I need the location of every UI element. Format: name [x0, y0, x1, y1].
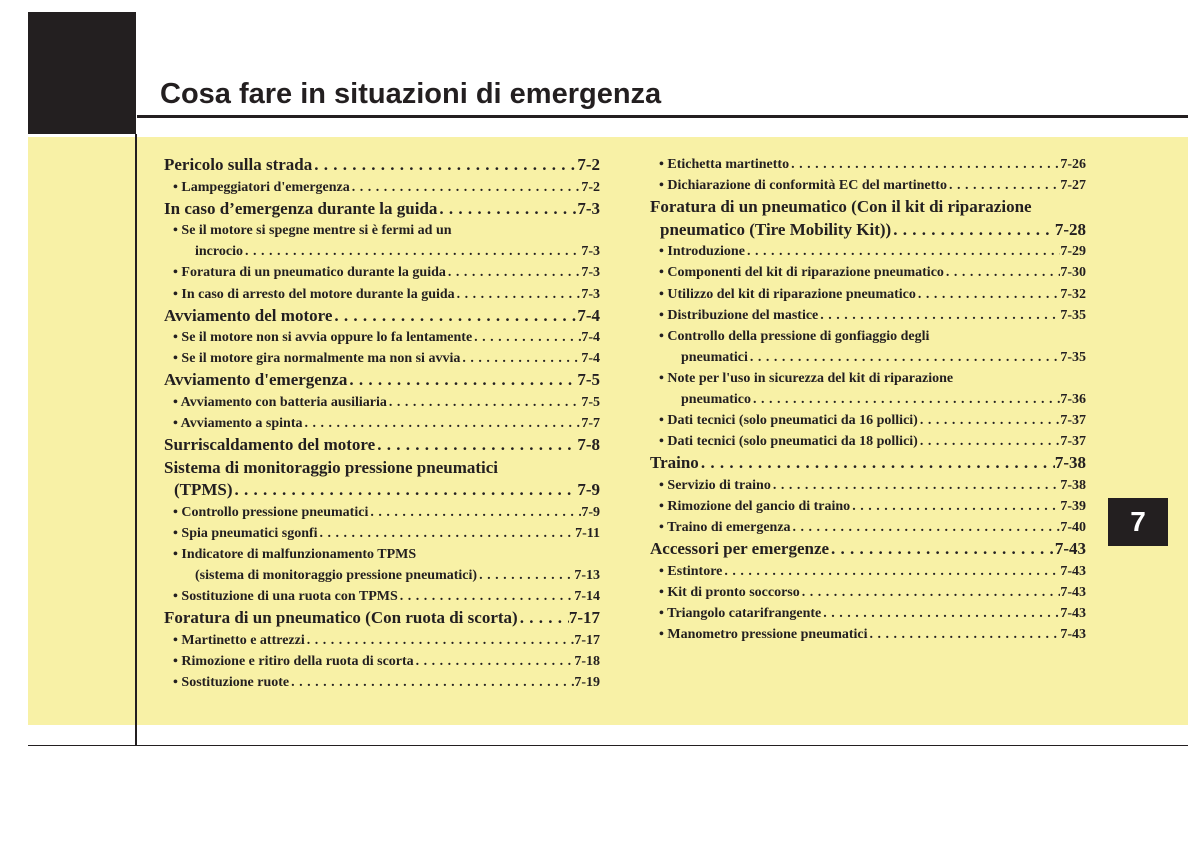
toc-subsection-entry[interactable]: [164, 672, 600, 693]
footer-rule: [28, 745, 1188, 746]
dot-leader: [748, 347, 1060, 368]
toc-page-number: 7-37: [1060, 413, 1086, 429]
toc-entry-title: • Dati tecnici (solo pneumatici da 18 pollici): [659, 434, 918, 450]
toc-page-number: 7-3: [581, 265, 600, 281]
toc-subsection-entry[interactable]: [164, 651, 600, 672]
toc-page-number: 7-9: [581, 505, 600, 520]
toc-entry-title: • Sostituzione ruote: [173, 675, 290, 691]
toc-page-number: 7-3: [577, 198, 600, 218]
toc-entry-title: • Rimozione del gancio di traino: [659, 499, 851, 514]
dot-leader: [332, 305, 577, 328]
toc-subsection-entry[interactable]: [164, 348, 600, 369]
toc-page-number: 7-14: [574, 589, 600, 605]
toc-page-number: 7-43: [1060, 605, 1086, 621]
toc-section-entry[interactable]: [164, 198, 600, 221]
toc-page-number: 7-35: [1060, 349, 1086, 365]
toc-entry-title: • Triangolo catarifrangente: [659, 605, 822, 621]
dot-leader: [518, 607, 569, 630]
toc-entry-title: • Servizio di traino: [659, 477, 771, 493]
toc-subsection-entry[interactable]: [650, 431, 1086, 452]
toc-entry-title: • Controllo pressione pneumatici: [173, 505, 369, 520]
toc-subsection-entry[interactable]: [164, 262, 600, 283]
toc-page-number: 7-17: [574, 633, 600, 649]
toc-page-number: 7-17: [568, 608, 600, 628]
dot-leader: [446, 262, 581, 283]
toc-page-number: 7-3: [581, 286, 600, 302]
toc-page-number: 7-39: [1060, 499, 1086, 514]
dot-leader: [891, 219, 1055, 242]
toc-section-entry[interactable]: [164, 479, 600, 502]
toc-page-number: 7-13: [574, 568, 600, 584]
toc-subsection-entry[interactable]: [650, 262, 1086, 283]
toc-page-number: 7-4: [581, 330, 600, 346]
toc-subsection-entry[interactable]: [164, 630, 600, 651]
dot-leader: [387, 392, 581, 413]
toc-page-number: 7-5: [581, 395, 600, 411]
dot-leader: [289, 672, 574, 693]
toc-subsection-entry[interactable]: [650, 475, 1086, 496]
toc-subsection-entry[interactable]: [164, 327, 600, 348]
toc-section-entry[interactable]: [164, 369, 600, 392]
toc-entry-title: • Introduzione: [659, 244, 745, 260]
page-title: Cosa fare in situazioni di emergenza: [160, 78, 662, 110]
toc-page-number: 7-2: [577, 155, 600, 174]
dot-leader: [350, 177, 582, 198]
toc-entry-title: Surriscaldamento del motore: [164, 435, 376, 455]
toc-section-entry[interactable]: [650, 452, 1086, 475]
toc-page-number: 7-4: [581, 351, 600, 367]
toc-entry-title: (sistema di monitoraggio pressione pneumatici): [195, 568, 478, 584]
toc-page-number: 7-38: [1060, 477, 1086, 493]
toc-subsection-entry[interactable]: [650, 305, 1086, 326]
dot-leader: [455, 284, 582, 305]
toc-page-number: 7-37: [1060, 434, 1086, 450]
toc-subsection-entry[interactable]: [650, 175, 1086, 196]
toc-entry-title: Pericolo sulla strada: [164, 155, 313, 174]
dot-leader: [699, 452, 1055, 475]
dot-leader: [368, 502, 581, 523]
toc-entry-title: • Dichiarazione di conformità EC del martinetto: [659, 178, 947, 194]
toc-entry-title: • Sostituzione di una ruota con TPMS: [173, 589, 398, 605]
dot-leader: [771, 475, 1060, 496]
toc-page-number: 7-43: [1054, 539, 1086, 559]
toc-subsection-entry[interactable]: [164, 413, 600, 434]
toc-page-number: 7-2: [581, 179, 600, 195]
dot-leader: [800, 582, 1061, 603]
dot-leader: [722, 561, 1060, 582]
toc-entry-title: • Se il motore gira normalmente ma non si avvia: [173, 351, 461, 367]
dot-leader: [472, 327, 581, 348]
toc-subsection-entry[interactable]: [650, 326, 1086, 347]
toc-entry-title: Avviamento del motore: [164, 305, 333, 325]
chapter-number-tab: 7: [1108, 498, 1168, 546]
toc-subsection-entry[interactable]: [650, 496, 1086, 517]
toc-entry-title: pneumatico (Tire Mobility Kit)): [660, 219, 892, 239]
toc-page-number: 7-3: [581, 244, 600, 260]
toc-entry-title: • Dati tecnici (solo pneumatici da 16 pollici): [659, 413, 918, 429]
dot-leader: [414, 651, 575, 672]
toc-entry-title: incrocio: [195, 244, 243, 260]
toc-page-number: 7-30: [1060, 265, 1086, 281]
toc-entry-title: • In caso di arresto del motore durante la guida: [173, 286, 455, 302]
toc-page-number: 7-43: [1060, 563, 1086, 579]
dot-leader: [347, 369, 577, 392]
dot-leader: [305, 630, 575, 651]
toc-page-number: 7-26: [1060, 157, 1086, 172]
toc-section-entry[interactable]: [164, 607, 600, 630]
toc-subsection-entry[interactable]: [650, 154, 1086, 175]
dot-leader: [789, 154, 1060, 175]
toc-section-entry[interactable]: [164, 434, 600, 457]
toc-subsection-entry[interactable]: [650, 603, 1086, 624]
toc-entry-title: Foratura di un pneumatico (Con il kit di riparazione: [650, 197, 1032, 217]
toc-subsection-entry[interactable]: [164, 392, 600, 413]
toc-subsection-entry[interactable]: [650, 241, 1086, 262]
toc-page-number: 7-35: [1060, 307, 1086, 323]
toc-page-number: 7-32: [1060, 286, 1086, 302]
toc-entry-title: • Distribuzione del mastice: [659, 307, 819, 323]
toc-entry-title: • Se il motore si spegne mentre si è fermi ad un: [173, 223, 452, 239]
toc-entry-title: • Indicatore di malfunzionamento TPMS: [173, 547, 417, 563]
toc-page-number: 7-9: [577, 480, 600, 500]
toc-entry-title: (TPMS): [174, 480, 233, 500]
toc-subsection-entry[interactable]: [164, 220, 600, 241]
chapter-header-block: [28, 12, 136, 134]
toc-right-column: [650, 154, 1086, 645]
dot-leader: [243, 241, 581, 262]
toc-left-column: [164, 154, 600, 693]
toc-page-number: 7-4: [577, 305, 600, 325]
toc-subsection-entry[interactable]: [650, 624, 1086, 645]
dot-leader: [477, 565, 574, 586]
dot-leader: [437, 198, 577, 221]
toc-subsection-entry[interactable]: [164, 586, 600, 607]
dot-leader: [318, 523, 576, 544]
toc-page-number: 7-43: [1060, 584, 1086, 600]
toc-entry-title: Foratura di un pneumatico (Con ruota di scorta): [164, 608, 518, 628]
dot-leader: [233, 479, 578, 502]
toc-entry-title: • Foratura di un pneumatico durante la guida: [173, 265, 446, 281]
dot-leader: [918, 410, 1060, 431]
dot-leader: [791, 517, 1061, 538]
dot-leader: [751, 389, 1060, 410]
toc-subsection-entry[interactable]: [650, 410, 1086, 431]
dot-leader: [868, 624, 1061, 645]
toc-section-entry[interactable]: [164, 305, 600, 328]
dot-leader: [918, 431, 1060, 452]
toc-page-number: 7-40: [1060, 520, 1086, 536]
toc-subsection-entry[interactable]: [650, 389, 1086, 410]
toc-entry-title: pneumatici: [681, 349, 748, 365]
toc-entry-title: • Martinetto e attrezzi: [173, 633, 305, 649]
toc-subsection-entry[interactable]: [650, 582, 1086, 603]
toc-section-entry[interactable]: [164, 457, 600, 480]
toc-entry-title: • Note per l'uso in sicurezza del kit di riparazione: [659, 370, 954, 386]
toc-entry-title: • Se il motore non si avvia oppure lo fa lentamente: [173, 330, 473, 346]
toc-subsection-entry[interactable]: [164, 177, 600, 198]
toc-page-number: 7-38: [1054, 453, 1086, 473]
toc-section-entry[interactable]: [164, 154, 600, 177]
toc-subsection-entry[interactable]: [650, 561, 1086, 582]
dot-leader: [460, 348, 581, 369]
dot-leader: [829, 538, 1055, 561]
toc-page-number: 7-18: [574, 654, 600, 670]
toc-page-number: 7-28: [1054, 219, 1086, 239]
dot-leader: [398, 586, 575, 607]
toc-entry-title: • Kit di pronto soccorso: [659, 584, 800, 600]
margin-rule: [135, 134, 137, 746]
toc-page-number: 7-27: [1060, 178, 1086, 194]
toc-entry-title: • Etichetta martinetto: [659, 157, 790, 172]
toc-page-number: 7-5: [577, 370, 600, 390]
toc-entry-title: • Traino di emergenza: [659, 520, 791, 536]
toc-subsection-entry[interactable]: [650, 368, 1086, 389]
toc-subsection-entry[interactable]: [650, 284, 1086, 305]
toc-subsection-entry[interactable]: [164, 523, 600, 544]
dot-leader: [818, 305, 1060, 326]
toc-entry-title: Sistema di monitoraggio pressione pneumatici: [164, 457, 499, 477]
toc-entry-title: Traino: [650, 453, 699, 473]
toc-page-number: 7-7: [581, 416, 600, 432]
toc-entry-title: • Estintore: [659, 563, 723, 579]
dot-leader: [850, 496, 1060, 517]
dot-leader: [944, 262, 1060, 283]
toc-page-number: 7-43: [1060, 627, 1086, 643]
toc-section-entry[interactable]: [650, 196, 1086, 219]
toc-entry-title: • Controllo della pressione di gonfiaggio degli: [659, 328, 930, 344]
toc-subsection-entry[interactable]: [164, 284, 600, 305]
toc-subsection-entry[interactable]: [164, 544, 600, 565]
toc-entry-title: • Utilizzo del kit di riparazione pneumatico: [659, 286, 916, 302]
toc-page-number: 7-29: [1060, 244, 1086, 260]
title-underline: [137, 115, 1188, 118]
toc-entry-title: • Rimozione e ritiro della ruota di scorta: [173, 654, 414, 670]
toc-page-number: 7-8: [577, 435, 600, 455]
toc-page-number: 7-36: [1060, 392, 1086, 408]
toc-section-entry[interactable]: [650, 538, 1086, 561]
toc-subsection-entry[interactable]: [164, 565, 600, 586]
toc-entry-title: • Avviamento a spinta: [173, 416, 303, 432]
toc-entry-title: • Spia pneumatici sgonfi: [173, 526, 318, 542]
toc-page-number: 7-11: [575, 526, 600, 542]
toc-entry-title: pneumatico: [681, 392, 751, 408]
toc-subsection-entry[interactable]: [164, 241, 600, 262]
toc-entry-title: • Manometro pressione pneumatici: [659, 627, 868, 643]
toc-entry-title: • Lampeggiatori d'emergenza: [173, 179, 350, 195]
dot-leader: [745, 241, 1060, 262]
toc-page-number: 7-19: [574, 675, 600, 691]
toc-entry-title: Avviamento d'emergenza: [164, 370, 348, 390]
toc-subsection-entry[interactable]: [164, 502, 600, 523]
toc-subsection-entry[interactable]: [650, 517, 1086, 538]
dot-leader: [821, 603, 1060, 624]
toc-entry-title: Accessori per emergenze: [650, 539, 830, 559]
dot-leader: [916, 284, 1060, 305]
dot-leader: [375, 434, 577, 457]
dot-leader: [947, 175, 1060, 196]
toc-entry-title: • Avviamento con batteria ausiliaria: [173, 395, 387, 411]
toc-subsection-entry[interactable]: [650, 347, 1086, 368]
toc-entry-title: In caso d’emergenza durante la guida: [164, 198, 438, 218]
dot-leader: [303, 413, 582, 434]
dot-leader: [312, 154, 577, 177]
toc-entry-title: • Componenti del kit di riparazione pneumatico: [659, 265, 944, 281]
toc-section-entry[interactable]: [650, 219, 1086, 242]
